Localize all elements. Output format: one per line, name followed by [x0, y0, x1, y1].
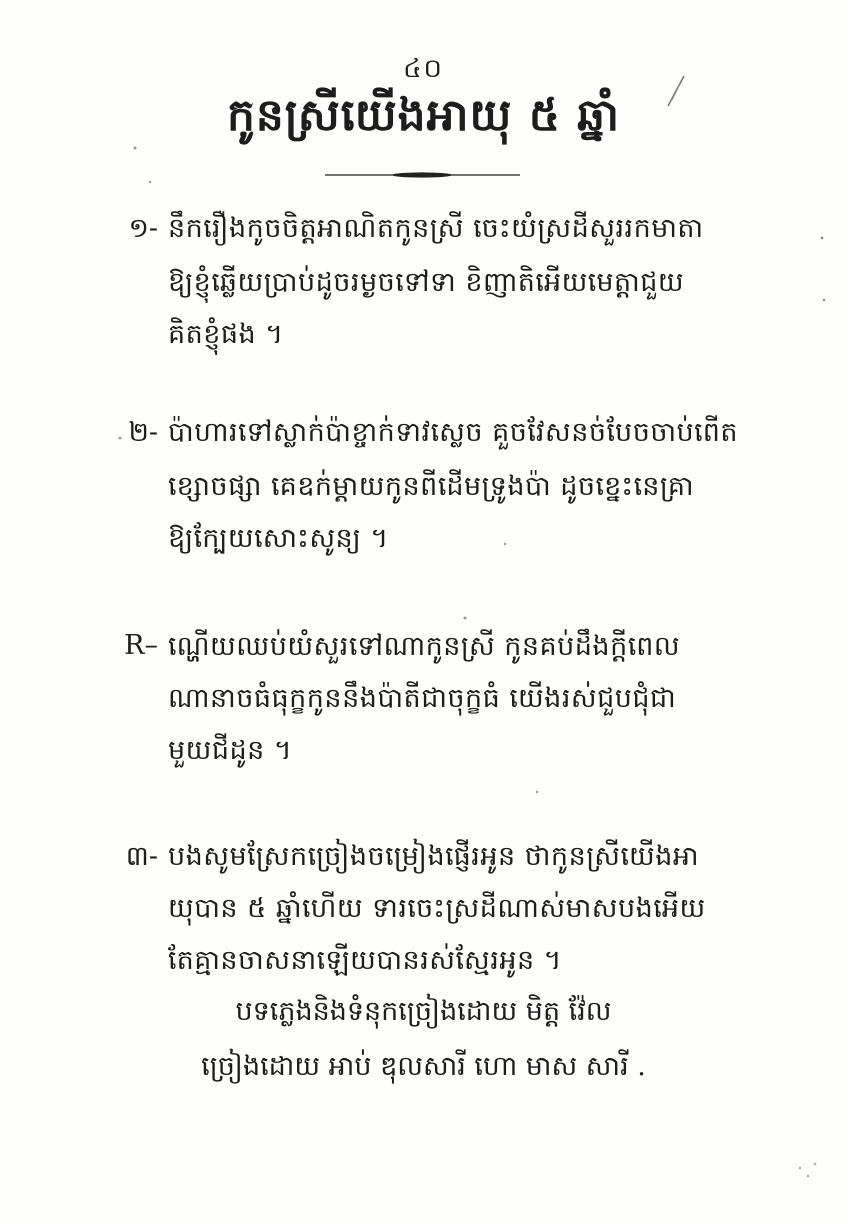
verse-number: ៣- [125, 841, 158, 872]
verse-line: មួយជីដូន ។ [168, 735, 293, 766]
verse-line: យុបាន ៥ ឆ្នាំហើយ ទារចេះស្រដីណាស់មាសបងអើយ [168, 893, 706, 924]
verse-line: បងសូមស្រែកច្រៀងចម្រៀងផ្ញើរអូន ថាកូនស្រីយើងអា [168, 841, 700, 872]
verse-line: ណ្ហើយឈប់យំសួរទៅណាកូនស្រី កូនគប់ដឹងក្តីពេល [168, 631, 681, 662]
verse-number: ១- [128, 213, 158, 244]
verse-line: ឱ្យខ្ញុំឆ្លើយប្រាប់ដូចរម្ងចទៅទា ខិញាតិអើយមេត្តាជួយ [168, 267, 685, 298]
verse-line: ខ្សោចផ្សា គេឧក់ម្តាយកូនពីដើមទ្រូងប៉ា ដូចខ្នេះនេគ្រា [168, 471, 695, 502]
verse-line: តែគ្មានចាសនាឡើយបានរស់ស្មែរអូន ។ [168, 945, 562, 976]
title-divider [325, 168, 520, 182]
page-number: ៤០ [403, 54, 444, 84]
singer-credit: ច្រៀងដោយ អាប់ ឌុលសារី ហោ មាស សារី . [201, 1051, 646, 1082]
composer-credit: បទភ្លេងនិងទំនុកច្រៀងដោយ មិត្ត វ៉ែល [235, 996, 612, 1027]
verse-line: គិតខ្ញុំផង ។ [168, 319, 284, 350]
verse-number: R– [124, 630, 158, 661]
pencil-mark-icon [660, 70, 690, 110]
verse-line: ណានាចធំធុក្ខកូននឹងប៉ាតីជាចុក្ខធំ យើងរស់ជួបជុំជា [168, 683, 677, 714]
verse-line: នឹករឿងកូចចិត្តអាណិតកូនស្រី ចេះយំស្រដីសួររកមាតា [168, 213, 704, 244]
page-title: កូនស្រីយើងអាយុ ៥ ឆ្នាំ [226, 90, 621, 141]
verse-line: ប៉ាហារទៅស្លាក់ប៉ាខ្ចាក់ទាវស្លេច គួចវែសនច់បែចចាប់ពើត [168, 417, 739, 448]
verse-line: ឱ្យក្បែយសោះសូន្យ ។ [168, 523, 389, 554]
verse-number: ២- [128, 417, 158, 448]
